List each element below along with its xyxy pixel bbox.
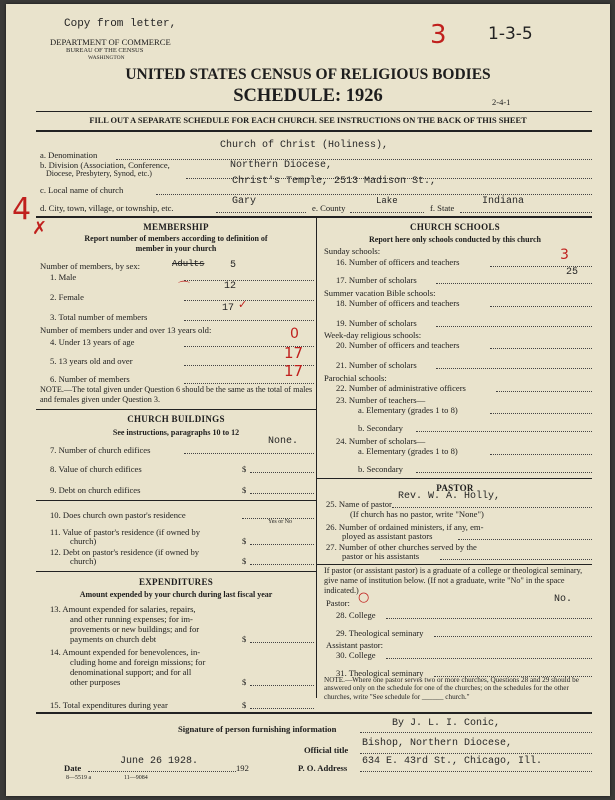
q13-line-1: 13. Amount expended for salaries, repairs, — [50, 604, 196, 614]
signature-label: Signature of person furnishing information — [178, 724, 337, 734]
fill-line — [386, 658, 592, 659]
q27-label-1: 27. Number of other churches served by the — [326, 542, 477, 552]
denomination-value: Church of Christ (Holiness), — [220, 140, 389, 151]
hand-number: 3 — [430, 20, 447, 50]
dollar-sign: $ — [242, 634, 247, 644]
parochial-label: Parochial schools: — [324, 373, 387, 383]
division-label-2: Diocese, Presbytery, Synod, etc.) — [46, 169, 152, 178]
q4-label: 4. Under 13 years of age — [50, 337, 135, 347]
q12-label-1: 12. Debt on pastor's residence (if owned by — [50, 547, 200, 557]
fill-line — [436, 326, 592, 327]
fill-line — [496, 391, 592, 392]
rule — [36, 571, 316, 572]
census-schedule-page — [6, 4, 610, 796]
dollar-sign: $ — [242, 536, 247, 546]
q13-line-2: and other running expenses; for im- — [70, 614, 193, 624]
rule — [316, 564, 592, 565]
fill-line — [360, 753, 592, 754]
fill-line — [250, 493, 314, 494]
fill-line — [184, 300, 314, 301]
fill-line — [490, 413, 592, 414]
q5-label: 5. 13 years old and over — [50, 356, 133, 366]
q13-line-4: payments on church debt — [70, 634, 157, 644]
q21-label: 21. Number of scholars — [336, 360, 417, 370]
q23b-label: b. Secondary — [358, 423, 403, 433]
q3-value: 17 — [222, 303, 235, 314]
signature-value: By J. L. I. Conic, — [392, 718, 501, 729]
by-sex-label: Number of members, by sex: — [40, 261, 140, 271]
hand-mark: 4 — [12, 192, 32, 227]
pastor-sub-label: Pastor: — [326, 598, 350, 608]
q2-value: 12 — [224, 281, 237, 292]
red-check-icon: ✓ — [238, 298, 248, 311]
fill-line — [250, 544, 314, 545]
expenditures-intro: Amount expended by your church during last fiscal year — [79, 590, 273, 599]
schedule-title: SCHEDULE: 1926 — [233, 86, 383, 106]
q24-label: 24. Number of scholars— — [336, 436, 426, 446]
fill-line — [350, 212, 424, 213]
membership-title: MEMBERSHIP — [143, 222, 209, 232]
q31-label: 31. Theological seminary — [336, 668, 424, 678]
city-value: Gary — [232, 196, 257, 207]
yes-no-hint: Yes or No — [268, 519, 293, 525]
q20-label: 20. Number of officers and teachers — [336, 340, 460, 350]
fill-line — [460, 212, 592, 213]
q18-label: 18. Number of officers and teachers — [336, 298, 460, 308]
expenditures-title: EXPENDITURES — [138, 577, 214, 587]
q26-label-1: 26. Number of ordained ministers, if any, em- — [326, 522, 484, 532]
form-number: 8—5519 a — [66, 775, 92, 781]
address-value: 634 E. 43rd St., Chicago, Ill. — [362, 756, 543, 767]
q10-label: 10. Does church own pastor's residence — [50, 510, 186, 520]
weekday-label: Week-day religious schools: — [324, 330, 422, 340]
red-circle-icon: ○ — [358, 590, 370, 605]
fill-line — [436, 368, 592, 369]
fill-line — [250, 708, 314, 709]
red-tick-icon: ⌒ — [178, 280, 191, 294]
official-title-value: Bishop, Northern Diocese, — [362, 738, 513, 749]
q11-label-1: 11. Value of pastor's residence (if owned by — [50, 527, 200, 537]
q19-label: 19. Number of scholars — [336, 318, 417, 328]
fill-line — [436, 283, 592, 284]
q25-label: 25. Name of pastor — [326, 499, 392, 509]
county-label: e. County — [312, 203, 346, 213]
fill-line — [490, 306, 592, 307]
q14-line-1: 14. Amount expended for benevolences, in- — [50, 647, 201, 657]
pastor-sub-value: No. — [554, 594, 573, 605]
q1-label: 1. Male — [50, 272, 77, 282]
form-code: 2-4-1 — [492, 97, 511, 107]
fill-line — [360, 771, 592, 772]
rule — [36, 500, 316, 501]
q14-line-2: cluding home and foreign missions; for — [70, 657, 206, 667]
form-title: UNITED STATES CENSUS OF RELIGIOUS BODIES — [125, 66, 491, 83]
pastor-title: PASTOR — [436, 483, 474, 493]
local-name-label: c. Local name of church — [40, 185, 124, 195]
rule — [36, 216, 592, 218]
address-label: P. O. Address — [298, 763, 348, 773]
fill-line — [392, 507, 592, 508]
fill-line — [116, 159, 592, 160]
hand-x-mark-icon: ✗ — [32, 218, 48, 239]
dollar-sign: $ — [242, 464, 247, 474]
dollar-sign: $ — [242, 556, 247, 566]
fill-line — [250, 472, 314, 473]
local-name-value: Christ's Temple, 2513 Madison St., — [232, 176, 437, 187]
city-name: WASHINGTON — [88, 55, 125, 61]
fill-line — [250, 564, 314, 565]
q24b-label: b. Secondary — [358, 464, 403, 474]
fill-line — [434, 636, 592, 637]
rule — [316, 478, 592, 479]
q28-label: 28. College — [336, 610, 376, 620]
year-suffix: 192 — [236, 763, 249, 773]
fill-line — [416, 431, 592, 432]
q12-label-2: church) — [70, 556, 97, 566]
q26-label-2: ployed as assistant pastors — [342, 531, 433, 541]
fill-line — [250, 642, 314, 643]
county-value: Lake — [376, 196, 398, 206]
q23-label: 23. Number of teachers— — [336, 395, 426, 405]
date-label: Date — [64, 763, 82, 773]
q8-label: 8. Value of church edifices — [50, 464, 142, 474]
q25-note: (If church has no pastor, write "None") — [350, 509, 484, 519]
q29-label: 29. Theological seminary — [336, 628, 424, 638]
date-value: June 26 1928. — [120, 756, 199, 767]
q23a-label: a. Elementary (grades 1 to 8) — [358, 405, 458, 415]
instruction-line: FILL OUT A SEPARATE SCHEDULE FOR EACH CHURCH. SEE INSTRUCTIONS ON THE BACK OF THIS SHEET — [89, 116, 527, 125]
fill-line — [216, 212, 306, 213]
q14-line-4: other purposes — [70, 677, 121, 687]
schools-intro: Report here only schools conducted by this church — [369, 235, 541, 244]
fill-line — [490, 454, 592, 455]
q17-value: 25 — [566, 267, 579, 278]
fill-line — [490, 348, 592, 349]
fill-line — [250, 685, 314, 686]
q15-label: 15. Total expenditures during year — [50, 700, 168, 710]
q14-line-3: denominational support; and for all — [70, 667, 192, 677]
assistant-label: Assistant pastor: — [326, 640, 384, 650]
q1-value: 5 — [230, 260, 237, 271]
q24a-label: a. Elementary (grades 1 to 8) — [358, 446, 458, 456]
membership-note: NOTE.—The total given under Question 6 should be the same as the total of males and females given under Question 3. — [40, 385, 313, 404]
fill-line — [416, 472, 592, 473]
q6-value: 17 — [284, 362, 304, 380]
schools-title: CHURCH SCHOOLS — [410, 222, 500, 232]
q7-label: 7. Number of church edifices — [50, 445, 151, 455]
q16-label: 16. Number of officers and teachers — [336, 257, 460, 267]
graduate-note: If pastor (or assistant pastor) is a graduate of a college or theological seminary, give name of institution below. (If not a graduate, write "No" in the space indicated.) — [324, 566, 583, 595]
state-value: Indiana — [482, 196, 525, 207]
q4-value: 0 — [290, 326, 299, 342]
fill-line — [458, 539, 592, 540]
fill-line — [184, 383, 314, 384]
sunday-label: Sunday schools: — [324, 246, 381, 256]
fill-line — [156, 194, 592, 195]
rule — [36, 712, 592, 714]
buildings-title: CHURCH BUILDINGS — [127, 414, 225, 424]
official-title-label: Official title — [304, 745, 349, 755]
fill-line — [386, 618, 592, 619]
fill-line — [440, 559, 592, 560]
print-number: 11—9084 — [124, 775, 148, 781]
q11-label-2: church) — [70, 536, 97, 546]
q7-value: None. — [268, 436, 299, 447]
division-value: Northern Diocese, — [230, 160, 333, 171]
q27-label-2: pastor or his assistants — [342, 551, 420, 561]
fill-line — [88, 771, 236, 772]
q16-value: 3 — [560, 247, 569, 263]
q3-label: 3. Total number of members — [50, 312, 148, 322]
fill-line — [184, 320, 314, 321]
q13-line-3: provements or new buildings; and for — [70, 624, 200, 634]
dollar-sign: $ — [242, 677, 247, 687]
under-over-label: Number of members under and over 13 years old: — [40, 325, 212, 335]
hand-code: 1-3-5 — [488, 24, 533, 44]
city-label: d. City, town, village, or township, etc. — [40, 203, 174, 213]
rule — [36, 111, 592, 112]
q2-label: 2. Female — [50, 292, 84, 302]
bureau-name: BUREAU OF THE CENSUS — [66, 47, 144, 54]
q5-value: 17 — [284, 344, 304, 362]
membership-intro-2: member in your church — [135, 244, 217, 253]
summer-label: Summer vacation Bible schools: — [324, 288, 436, 298]
q25-value: Rev. W. A. Holly, — [398, 491, 501, 502]
denomination-label: a. Denomination — [40, 150, 98, 160]
rule — [36, 130, 592, 132]
membership-intro-1: Report number of members according to definition of — [84, 234, 268, 243]
department-name: DEPARTMENT OF COMMERCE — [50, 37, 171, 47]
fill-line — [184, 453, 314, 454]
state-label: f. State — [430, 203, 455, 213]
fill-line — [184, 280, 314, 281]
column-divider — [316, 218, 317, 698]
pastor-note: NOTE.—Where one pastor serves two or more churches, Questions 28 and 29 should be answered only on the schedule for one of the churches; on the schedules for the other churches, write "See schedule for ______ church." — [324, 676, 579, 701]
q22-label: 22. Number of administrative officers — [336, 383, 466, 393]
by-sex-note: Adults — [172, 259, 205, 269]
fill-line — [360, 732, 592, 733]
dollar-sign: $ — [242, 700, 247, 710]
rule — [36, 409, 316, 410]
dollar-sign: $ — [242, 485, 247, 495]
division-label-1: b. Division (Association, Conference, — [40, 160, 170, 170]
q30-label: 30. College — [336, 650, 376, 660]
q6-label: 6. Number of members — [50, 374, 130, 384]
q17-label: 17. Number of scholars — [336, 275, 417, 285]
copy-note: Copy from letter, — [64, 18, 177, 30]
buildings-intro: See instructions, paragraphs 10 to 12 — [112, 428, 240, 437]
q9-label: 9. Debt on church edifices — [50, 485, 141, 495]
